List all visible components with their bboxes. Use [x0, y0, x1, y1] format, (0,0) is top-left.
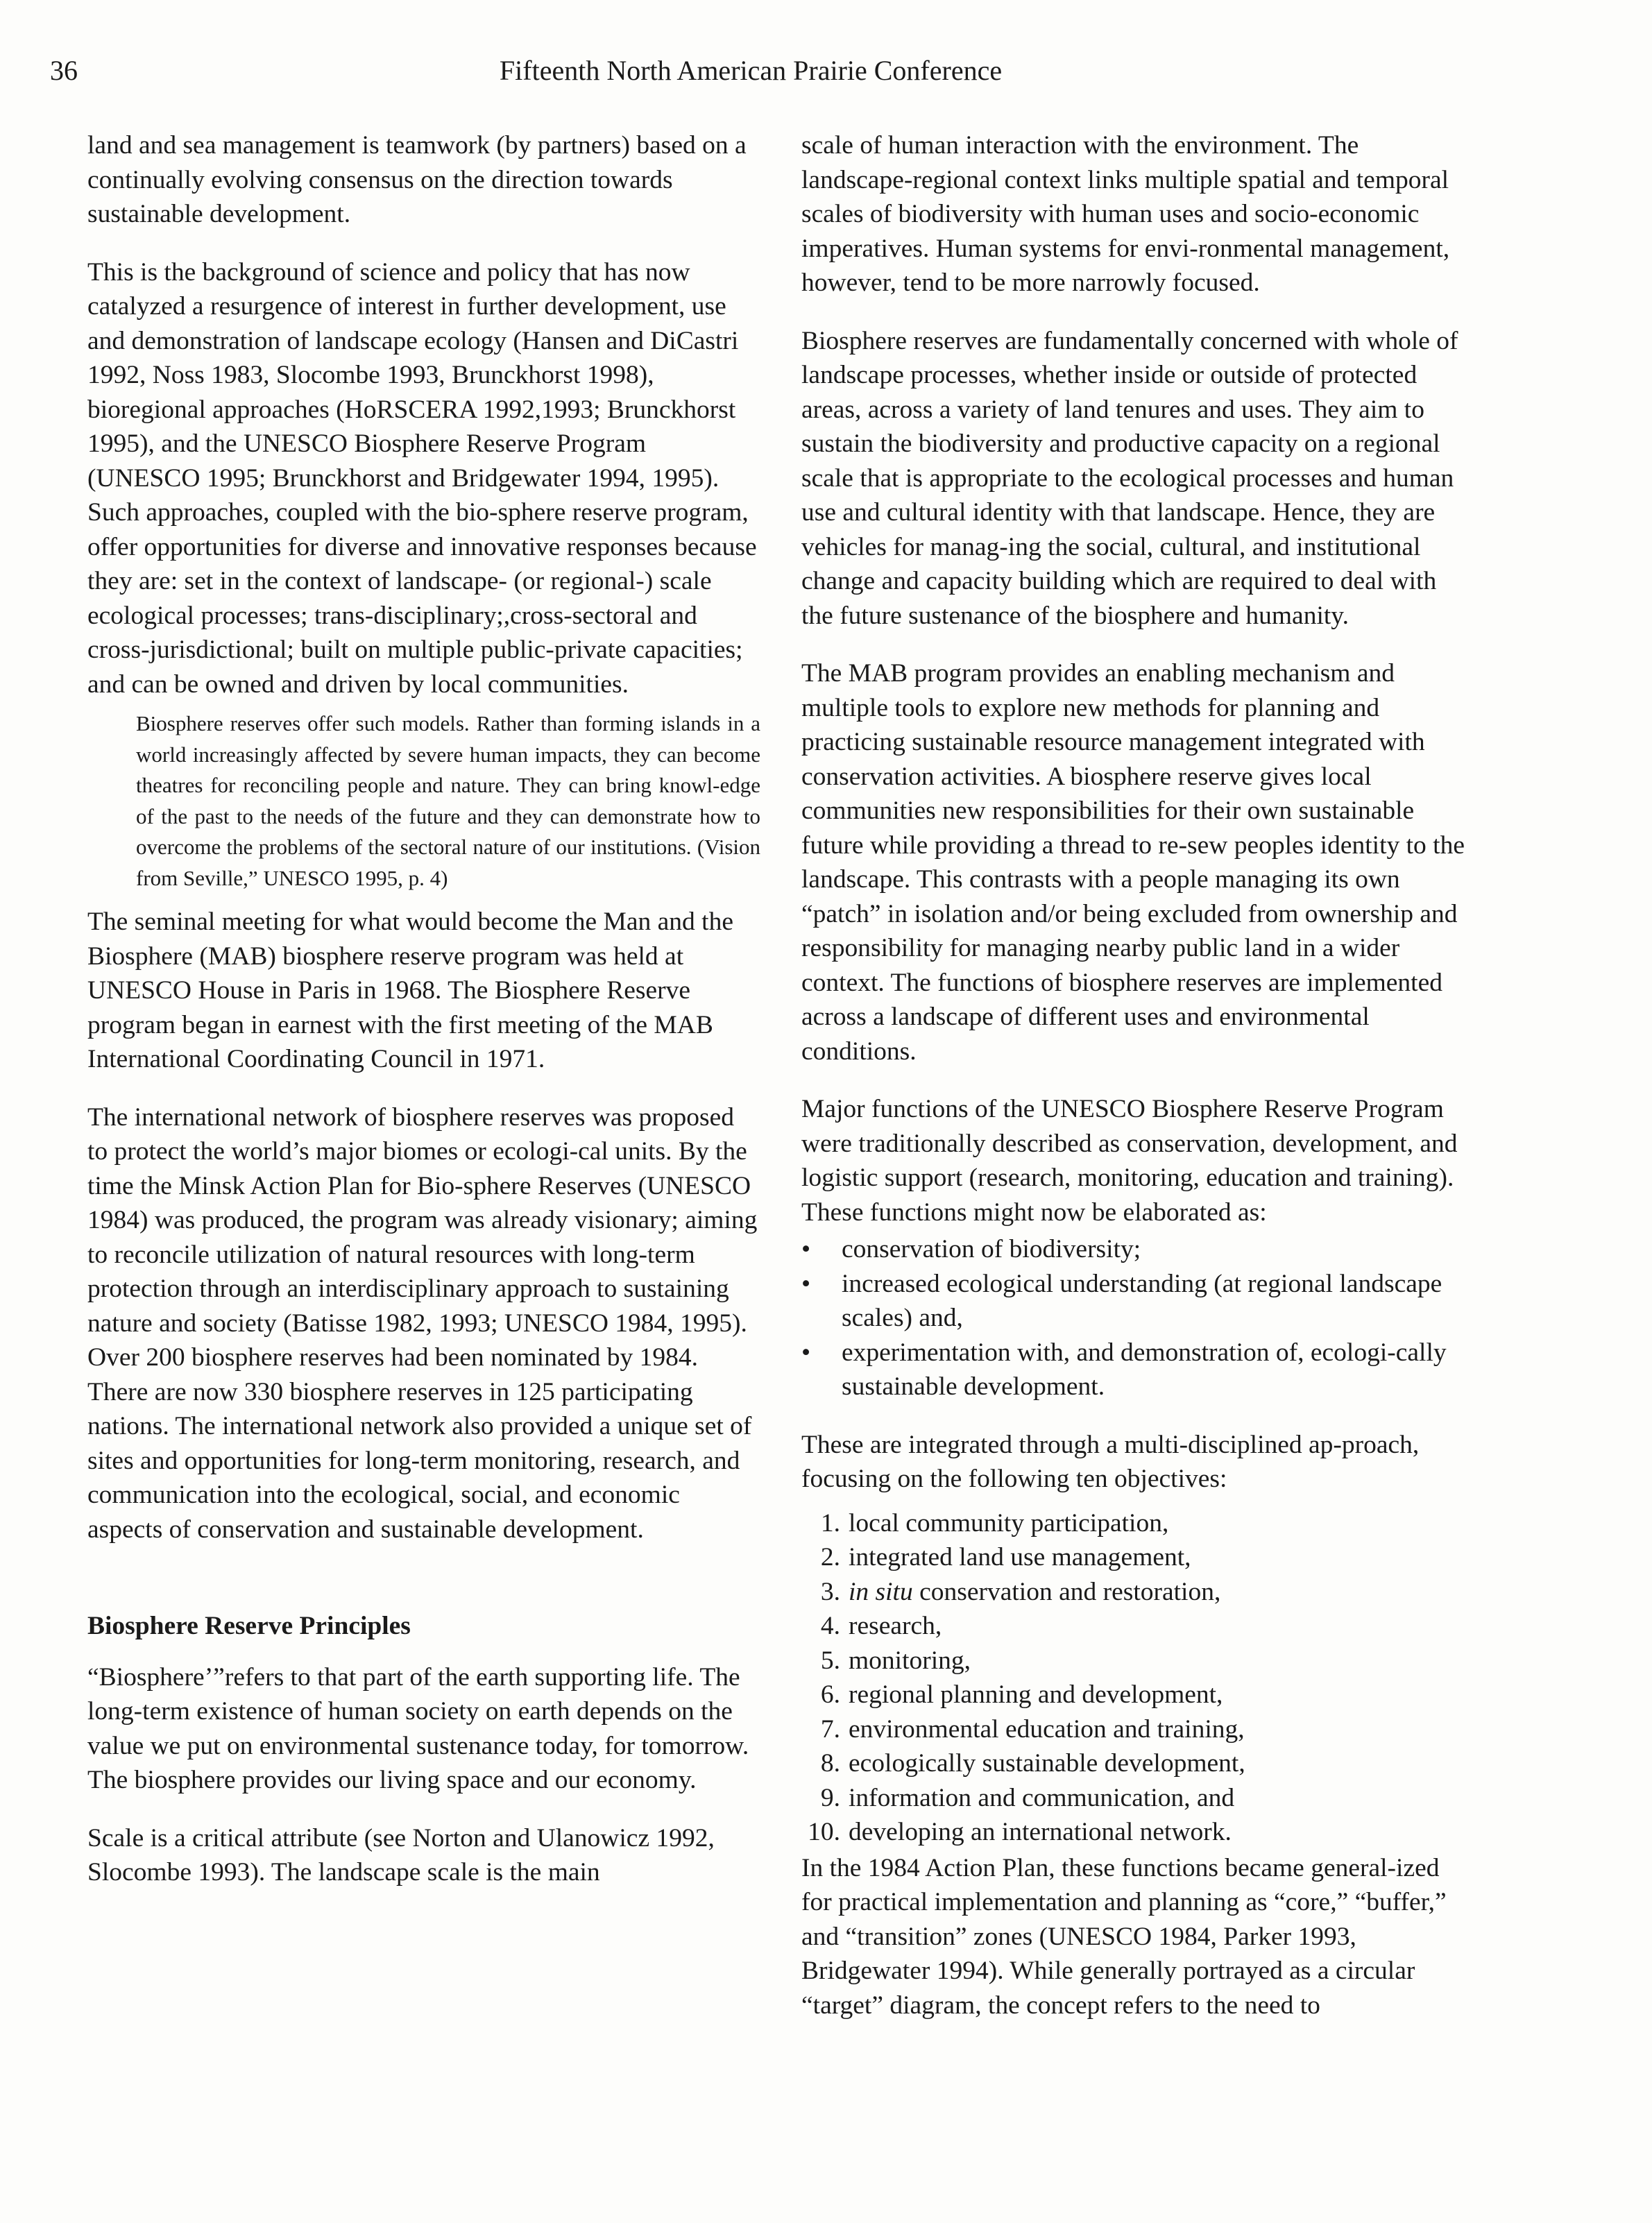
list-item — [801, 1506, 1467, 1541]
list-item — [801, 1609, 1467, 1644]
item-text: developing an international network. — [849, 1818, 1232, 1846]
item-number: 3. — [820, 1577, 840, 1606]
item-text: conservation and restoration, — [912, 1577, 1221, 1606]
item-text: monitoring, — [849, 1646, 971, 1675]
item-number: 1. — [820, 1508, 840, 1538]
list-item — [801, 1540, 1467, 1575]
bullet-item — [801, 1267, 1467, 1336]
bullet-text: conservation of biodiversity; — [842, 1235, 1141, 1263]
bullet-mark: • — [801, 1269, 811, 1298]
bullet-item — [801, 1336, 1467, 1404]
objectives-list — [801, 1506, 1467, 1850]
paragraph: In the 1984 Action Plan, these functions became general-ized for practical implementation and planning as “core,” “buffer,” and “transition” zones (UNESCO 1984, Parker 1993, Bridgewater 1994). While generally portrayed as a circular “target” diagram, the concept refers to the need to — [801, 1853, 1447, 2020]
page-header — [50, 50, 1451, 92]
bullet-text: experimentation with, and demonstration of, ecologi-cally sustainable development. — [842, 1338, 1447, 1401]
list-item — [801, 1746, 1467, 1781]
bullet-mark: • — [801, 1235, 811, 1263]
bullet-text: increased ecological understanding (at regional landscape scales) and, — [842, 1269, 1442, 1332]
left-column — [87, 128, 760, 1914]
item-number: 6. — [820, 1680, 840, 1709]
item-number: 10. — [808, 1818, 840, 1846]
paragraph: land and sea management is teamwork (by partners) based on a continually evolving consensus on the direction towards sustainable development. — [87, 131, 747, 228]
paragraph: Biosphere reserves are fundamentally concerned with whole of landscape processes, whether inside or outside of protected areas, across a variety of land tenures and uses. They aim to sustain the biodiversity and productive capacity on a regional scale that is appropriate to the ecological processes and human use and cultural identity with that landscape. Hence, they are vehicles for manag-ing the social, cultural, and institutional change and capacity building which are required to deal with the future sustenance of the biosphere and humanity. — [801, 326, 1458, 630]
paragraph: scale of human interaction with the environment. The landscape-regional context links multiple spatial and temporal scales of biodiversity with human uses and socio-economic imperatives. Human systems for envi-ronmental management, however, tend to be more narrowly focused. — [801, 131, 1450, 297]
item-number: 5. — [820, 1646, 840, 1675]
paragraph: Major functions of the UNESCO Biosphere Reserve Program were traditionally described as conservation, development, and logistic support (research, monitoring, education and training). These functions might now be elaborated as: — [801, 1095, 1458, 1227]
paragraph: The seminal meeting for what would become the Man and the Biosphere (MAB) biosphere reserve program was held at UNESCO House in Paris in 1968. The Biosphere Reserve program began in earnest with the first meeting of the MAB International Coordinating Council in 1971. — [87, 908, 733, 1073]
item-number: 4. — [820, 1612, 840, 1640]
list-item — [801, 1644, 1467, 1678]
paragraph: “Biosphere’”refers to that part of the earth supporting life. The long-term existence of human society on earth depends on the value we put on environmental sustenance today, for tomorrow. The biosphere provides our living space and our economy. — [87, 1662, 749, 1794]
list-item — [801, 1781, 1467, 1816]
item-italic-text: in situ — [849, 1577, 913, 1606]
list-item — [801, 1712, 1467, 1747]
paragraph: Scale is a critical attribute (see Norton and Ulanowicz 1992, Slocombe 1993). The landscape scale is the main — [87, 1823, 715, 1886]
item-text: environmental education and training, — [849, 1714, 1245, 1744]
item-text: ecologically sustainable development, — [849, 1749, 1245, 1778]
item-text: information and communication, and — [849, 1783, 1235, 1812]
item-text: research, — [849, 1612, 942, 1640]
item-text: regional planning and development, — [849, 1680, 1223, 1709]
section-heading: Biosphere Reserve Principles — [87, 1612, 411, 1640]
item-text: local community participation, — [849, 1508, 1169, 1538]
list-item — [801, 1678, 1467, 1712]
block-quote: Biosphere reserves offer such models. Rather than forming islands in a world increasingly affected by severe human impacts, they can become theatres for reconciling people and nature. They can bring knowl-edge of the past to the needs of the future and they can demonstrate how to overcome the problems of the sectoral nature of our institutions. (Vision from Seville,” UNESCO 1995, p. 4) — [136, 711, 760, 890]
paragraph: The international network of biosphere reserves was proposed to protect the world’s major biomes or ecologi-cal units. By the time the Minsk Action Plan for Bio-sphere Reserves (UNESCO 1984) was produced, the program was already visionary; aiming to reconcile utilization of natural resources with long-term protection through an interdisciplinary approach to sustaining nature and society (Batisse 1982, 1993; UNESCO 1984, 1995). Over 200 biosphere reserves had been nominated by 1984. There are now 330 biosphere reserves in 125 participating nations. The international network also provided a unique set of sites and opportunities for long-term monitoring, research, and communication into the ecological, social, and economic aspects of conservation and sustainable development. — [87, 1102, 758, 1544]
item-number: 9. — [820, 1783, 840, 1812]
paragraph: The MAB program provides an enabling mechanism and multiple tools to explore new methods for planning and practicing sustainable resource management integrated with conservation activities. A biosphere reserve gives local communities new responsibilities for their own sustainable future while providing a thread to re-sew peoples identity to the landscape. This contrasts with a people managing its own “patch” in isolation and/or being excluded from ownership and responsibility for managing nearby public land in a wider context. The functions of biosphere reserves are implemented across a landscape of different uses and environmental conditions. — [801, 659, 1465, 1066]
item-number: 7. — [820, 1714, 840, 1744]
list-item — [801, 1815, 1467, 1850]
paragraph: This is the background of science and policy that has now catalyzed a resurgence of interest in further development, use and demonstration of landscape ecology (Hansen and DiCastri 1992, Noss 1983, Slocombe 1993, Brunckhorst 1998), bioregional approaches (HoRSCERA 1992,1993; Brunckhorst 1995), and the UNESCO Biosphere Reserve Program (UNESCO 1995; Brunckhorst and Bridgewater 1994, 1995). Such approaches, coupled with the bio-sphere reserve program, offer opportunities for diverse and innovative responses because they are: set in the context of landscape- (or regional-) scale ecological processes; trans-disciplinary;,cross-sectoral and cross-jurisdictional; built on multiple public-private capacities; and can be owned and driven by local communities. — [87, 257, 757, 699]
paragraph: These are integrated through a multi-disciplined ap-proach, focusing on the following ten objectives: — [801, 1430, 1420, 1493]
bullet-mark: • — [801, 1338, 811, 1367]
list-item — [801, 1575, 1467, 1610]
bullet-item — [801, 1232, 1467, 1267]
item-number: 8. — [820, 1749, 840, 1778]
page-number: 36 — [50, 55, 78, 86]
bullet-list — [801, 1232, 1467, 1404]
item-number: 2. — [820, 1543, 840, 1572]
item-text: integrated land use management, — [849, 1543, 1191, 1572]
right-column — [801, 128, 1467, 2046]
running-title: Fifteenth North American Prairie Conference — [499, 55, 1003, 86]
